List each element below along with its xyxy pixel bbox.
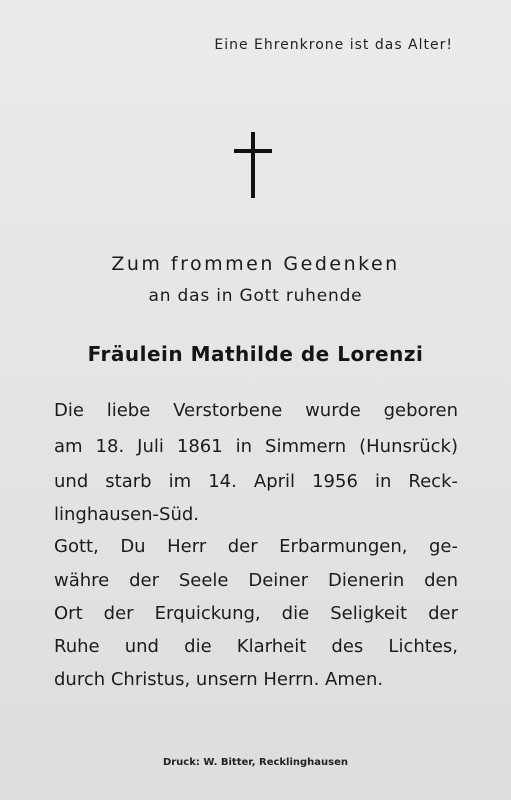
body-line: Ruhe und die Klarheit des Lichtes, [54, 636, 458, 657]
body-line: durch Christus, unsern Herrn. Amen. [54, 669, 384, 690]
body-line: Die liebe Verstorbene wurde geboren [54, 400, 458, 421]
body-line: währe der Seele Deiner Dienerin den [54, 570, 458, 591]
cross-icon [234, 132, 272, 198]
body-line: Ort der Erquickung, die Seligkeit der [54, 603, 458, 624]
printer-credit: Druck: W. Bitter, Recklinghausen [162, 757, 349, 768]
deceased-name: Fräulein Mathilde de Lorenzi [87, 342, 424, 366]
intro-line-2: an das in Gott ruhende [148, 286, 363, 306]
body-line: linghausen-Süd. [54, 504, 200, 525]
body-line: am 18. Juli 1861 in Simmern (Hunsrück) [54, 436, 458, 457]
body-line: und starb im 14. April 1956 in Reck- [54, 471, 458, 492]
motto: Eine Ehrenkrone ist das Alter! [214, 37, 453, 53]
intro-line-1: Zum frommen Gedenken [111, 253, 400, 275]
body-line: Gott, Du Herr der Erbarmungen, ge- [54, 536, 458, 557]
